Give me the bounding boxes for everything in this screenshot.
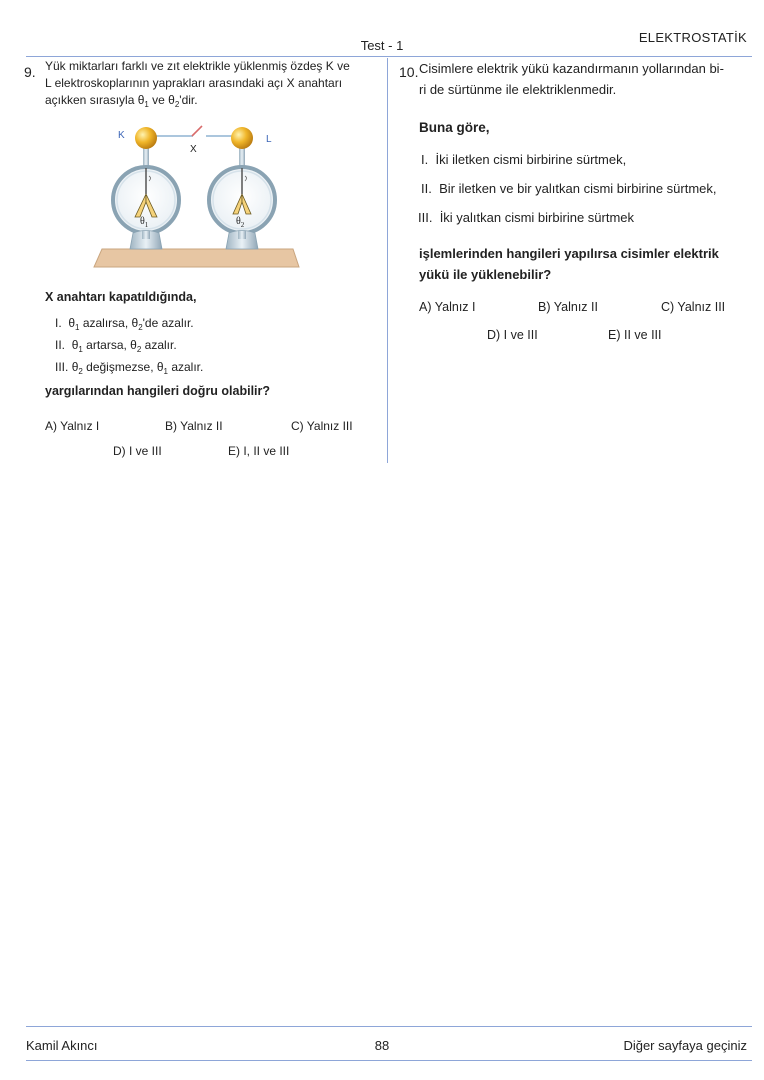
subject-title: ELEKTROSTATİK	[638, 30, 747, 45]
q10-line-1: Cisimlere elektrik yükü kazandırmanın yollarından bi-	[419, 61, 724, 76]
q9-statement-2: II. $\theta_1$ artarsa, $\theta_2$ azalır.	[55, 338, 177, 354]
header-rule	[26, 56, 752, 57]
q10-statement-3: III. İki yalıtkan cismi birbirine sürtmek	[418, 210, 635, 225]
q9-line-3: açıkken sırasıyla $\theta_1$ ve $\theta_2'dir$.	[45, 93, 198, 109]
sphere-k	[135, 127, 157, 149]
theta-1: $\theta_1$	[140, 216, 149, 229]
footer-next-page: Diğer sayfaya geçiniz	[623, 1038, 747, 1053]
question-10-stem	[419, 58, 731, 100]
question-9-stem	[45, 58, 367, 113]
question-9-number: 9.	[24, 64, 36, 80]
footer-rule-top	[26, 1026, 752, 1027]
q9-line-1: Yük miktarları farklı ve zıt elektrikle yüklenmiş özdeş K ve	[45, 59, 350, 73]
q10-option-a[interactable]: A) Yalnız I	[419, 300, 476, 314]
q9-option-b[interactable]: B) Yalnız II	[165, 419, 223, 433]
electroscope-k	[113, 127, 179, 249]
page-number: 88	[374, 1038, 390, 1053]
label-x: X	[190, 144, 197, 155]
q9-option-e[interactable]: E) I, II ve III	[228, 444, 290, 458]
electroscope-figure	[88, 118, 300, 270]
q10-question: işlemlerinden hangileri yapılırsa cisimler elektrik yükü ile yüklenebilir?	[419, 246, 719, 282]
q9-prompt: X anahtarı kapatıldığında,	[45, 290, 197, 304]
q10-lead: Buna göre,	[419, 120, 490, 135]
column-divider	[387, 58, 388, 463]
footer-author: Kamil Akıncı	[26, 1038, 98, 1053]
q9-option-d[interactable]: D) I ve III	[113, 444, 162, 458]
sphere-l	[231, 127, 253, 149]
q10-option-b[interactable]: B) Yalnız II	[538, 300, 598, 314]
test-title: Test - 1	[360, 38, 404, 53]
label-k: K	[118, 130, 125, 141]
q10-option-d[interactable]: D) I ve III	[487, 328, 538, 342]
q10-statement-1: I. İki iletken cismi birbirine sürtmek,	[421, 152, 627, 167]
q9-option-a[interactable]: A) Yalnız I	[45, 419, 100, 433]
theta-2: $\theta_2$	[236, 216, 245, 229]
q9-option-c[interactable]: C) Yalnız III	[291, 419, 353, 433]
q9-question: yargılarından hangileri doğru olabilir?	[45, 384, 271, 398]
electroscope-l	[209, 127, 275, 249]
footer-rule-bottom	[26, 1060, 752, 1061]
q9-statement-3: III. $\theta_2$ değişmezse, $\theta_1$ azalır.	[55, 360, 204, 376]
q9-line-2: L elektroskoplarının yaprakları arasındaki açı X anahtarı	[45, 76, 343, 90]
q10-option-c[interactable]: C) Yalnız III	[661, 300, 726, 314]
question-10-number: 10.	[399, 64, 419, 80]
q10-line-2: ri de sürtünme ile elektriklenmedir.	[419, 82, 617, 97]
q9-statement-1: I. $\theta_1$ azalırsa, $\theta_2'de$ azalır.	[55, 316, 194, 332]
q10-option-e[interactable]: E) II ve III	[608, 328, 662, 342]
base-board	[94, 249, 299, 267]
q10-statement-2: II. Bir iletken ve bir yalıtkan cismi birbirine sürtmek,	[421, 181, 717, 196]
switch-x	[192, 126, 202, 136]
label-l: L	[266, 134, 272, 145]
